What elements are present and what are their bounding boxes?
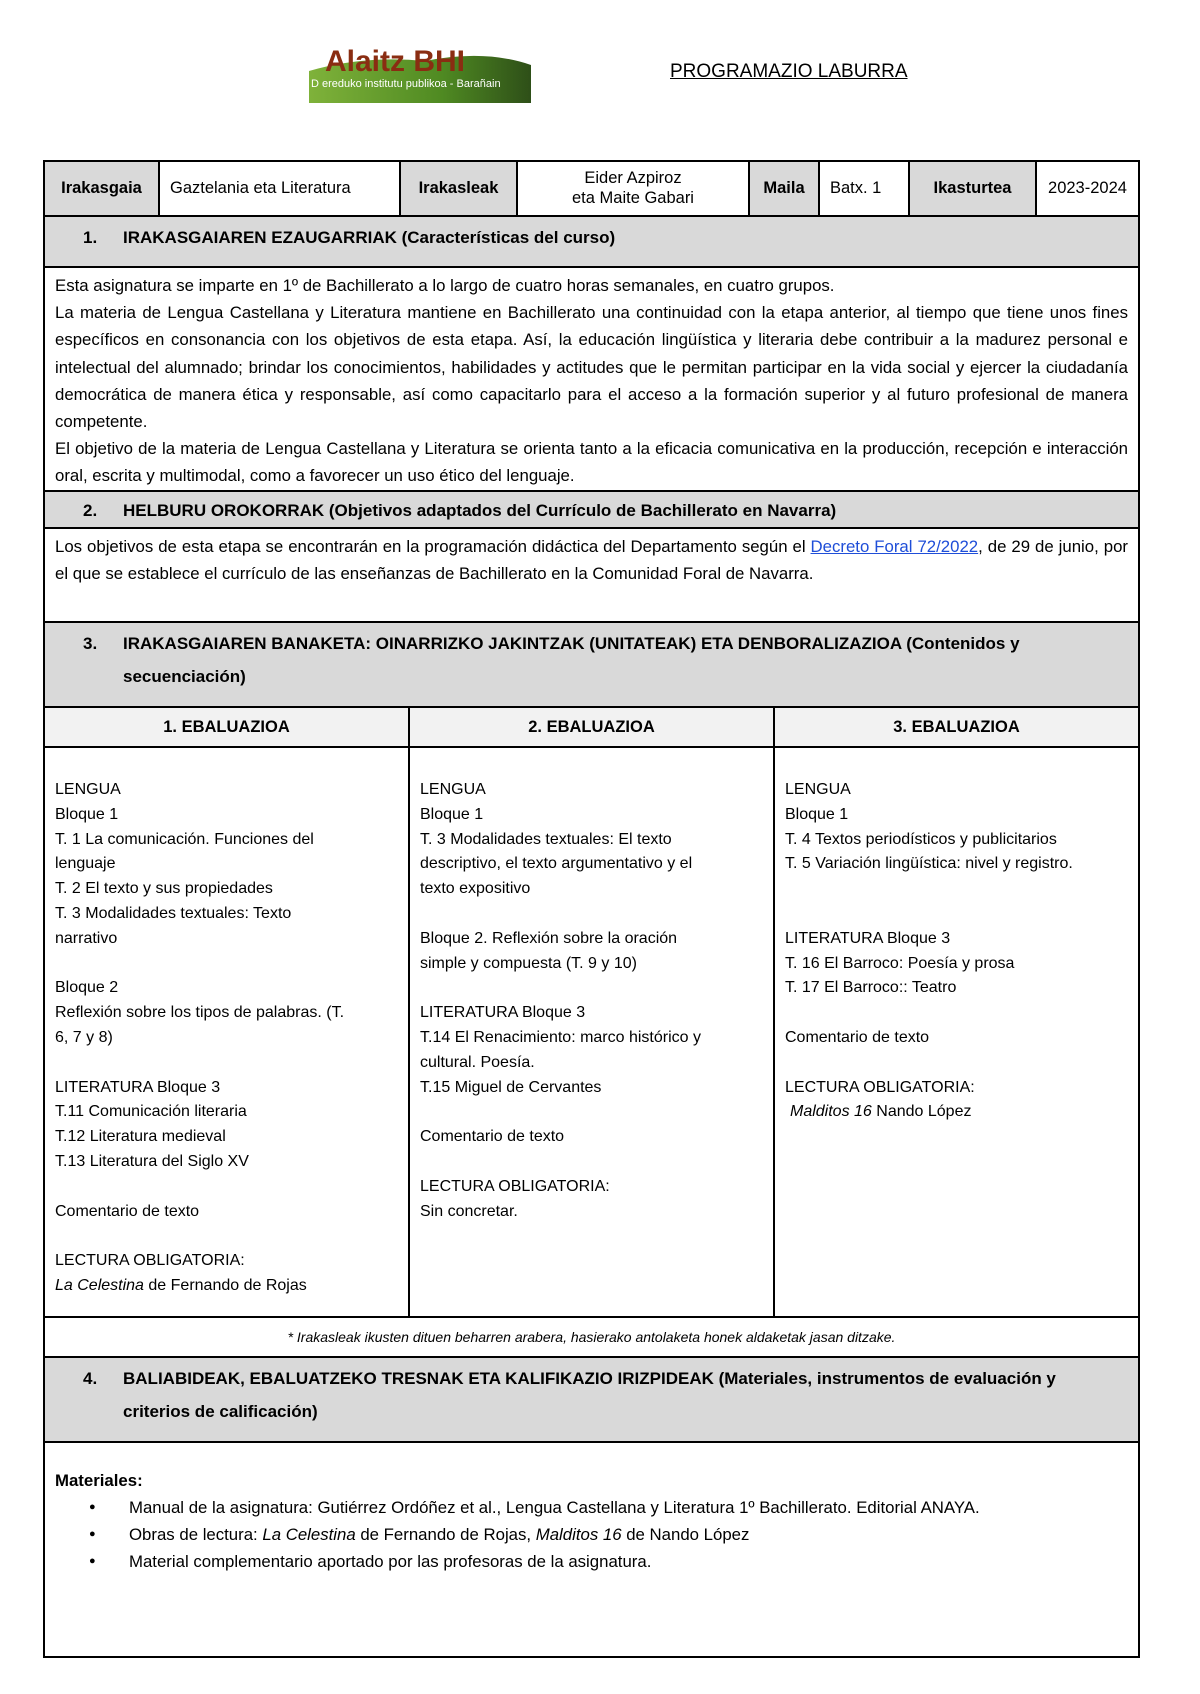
col1-line: Bloque 2 <box>55 979 119 997</box>
col2-line: LECTURA OBLIGATORIA: <box>420 1177 610 1195</box>
eval-header-1: 1. EBALUAZIOA <box>45 708 410 746</box>
col2-line: Sin concretar. <box>420 1202 518 1220</box>
section-3-title-text: IRAKASGAIAREN BANAKETA: OINARRIZKO JAKINTZAK (UNITATEAK) ETA DENBORALIZAZIOA (Contenidos y <box>123 634 1020 653</box>
section-4-title-line-1 <box>83 1362 1128 1395</box>
readings-label: Obras de lectura: <box>129 1525 263 1544</box>
col3-line: Bloque 1 <box>785 805 849 823</box>
section-1-paragraph-3: El objetivo de la materia de Lengua Castellana y Literatura se orienta tanto a la eficacia comunicativa en la producción, recepción e interacción oral, escrita y multimodal, como a favorecer un uso ético del lenguaje. <box>55 439 1128 486</box>
materials-item-manual: ● Manual de la asignatura: Gutiérrez Ordóñez et al., Lengua Castellana y Literatura 1º Bachillerato. Editorial ANAYA. <box>129 1494 1128 1521</box>
section-3-title-line-2: secuenciación) <box>123 667 246 686</box>
col1-book-author: de Fernando de Rojas <box>143 1276 307 1294</box>
section-4-number: 4. <box>83 1369 98 1388</box>
eval-column-2 <box>410 748 775 1316</box>
col1-line: T. 2 El texto y sus propiedades <box>55 880 273 898</box>
col2-line: T.15 Miguel de Cervantes <box>420 1078 602 1096</box>
teachers-label: Irakasleak <box>401 162 518 215</box>
subject-label: Irakasgaia <box>45 162 160 215</box>
col2-line: descriptivo, el texto argumentativo y el <box>420 855 693 873</box>
subject-value: Gaztelania eta Literatura <box>160 162 401 215</box>
col3-book-author: Nando López <box>871 1103 972 1121</box>
col2-line: LITERATURA Bloque 3 <box>420 1004 586 1022</box>
col2-line: LENGUA <box>420 781 486 798</box>
col3-line: T. 5 Variación lingüística: nivel y registro. <box>785 855 1073 873</box>
readings-author-2: de Nando López <box>621 1525 750 1544</box>
materials-item-readings <box>129 1521 1128 1548</box>
materials-item-complementary: ● Material complementario aportado por las profesoras de la asignatura. <box>129 1548 1128 1575</box>
col2-line: Comentario de texto <box>420 1128 565 1146</box>
evaluation-columns <box>45 748 1138 1318</box>
section-1-paragraph-2: La materia de Lengua Castellana y Literatura mantiene en Bachillerato una continuidad con la etapa anterior, al tiempo que tiene unos fines específicos en consonancia con los objetivos de esta etapa. Así, la educación lingüística y literaria debe contribuir a la madurez personal e intelectual del alumnado; brindar los conocimientos, habilidades y actitudes que le permitan participar en la vida social y ejercer la ciudadanía democrática de manera ética y responsable, así como capacitarlo para el acceso a la formación superior y al futuro profesional de manera competente. <box>55 303 1128 432</box>
teacher-1: Eider Azpiroz <box>584 168 682 187</box>
col3-book-title: Malditos 16 <box>790 1103 872 1121</box>
section-1-body <box>45 268 1138 492</box>
col1-book-title: La Celestina <box>55 1276 144 1294</box>
col1-line: LENGUA <box>55 781 121 798</box>
decreto-foral-link[interactable]: Decreto Foral 72/2022 <box>810 537 979 556</box>
section-3-number: 3. <box>83 634 98 653</box>
year-value: 2023-2024 <box>1037 162 1138 215</box>
section-1-number: 1. <box>83 228 98 247</box>
section-2-number: 2. <box>83 501 98 520</box>
school-logo <box>305 45 533 103</box>
col1-line: Comentario de texto <box>55 1202 200 1220</box>
col3-line: T. 16 El Barroco: Poesía y prosa <box>785 954 1015 972</box>
col2-line: simple y compuesta (T. 9 y 10) <box>420 954 637 972</box>
col1-line: Bloque 1 <box>55 805 119 823</box>
section-2-title: HELBURU OROKORRAK (Objetivos adaptados del Currículo de Bachillerato en Navarra) <box>123 501 837 520</box>
section-3-title-line-1 <box>83 627 1128 660</box>
col1-reading <box>55 1274 400 1299</box>
col1-line: T. 1 La comunicación. Funciones del <box>55 830 314 848</box>
col2-line: T. 3 Modalidades textuales: El texto <box>420 830 672 848</box>
evaluation-headers <box>45 708 1138 748</box>
eval-column-3 <box>775 748 1138 1316</box>
program-sheet <box>43 160 1140 1658</box>
logo-tagline: D ereduko institutu publikoa - Barañain <box>311 78 501 90</box>
col3-reading <box>785 1100 1130 1125</box>
col1-line: LITERATURA Bloque 3 <box>55 1078 221 1096</box>
section-1-title: IRAKASGAIAREN EZAUGARRIAK (Características del curso) <box>123 228 616 247</box>
col3-line: Comentario de texto <box>785 1028 930 1046</box>
readings-book-2: Malditos 16 <box>535 1525 622 1544</box>
level-label: Maila <box>750 162 820 215</box>
adjustment-note: * Irakasleak ikusten dituen beharren arabera, hasierako antolaketa honek aldaketak jasan ditzake. <box>45 1318 1138 1358</box>
section-4-body <box>45 1443 1138 1656</box>
eval-header-2: 2. EBALUAZIOA <box>410 708 775 746</box>
col3-line: LENGUA <box>785 781 851 798</box>
teacher-2: eta Maite Gabari <box>572 188 694 207</box>
col2-line: T.14 El Renacimiento: marco histórico y <box>420 1028 701 1046</box>
col1-line: T.11 Comunicación literaria <box>55 1103 247 1121</box>
col3-line: T. 4 Textos periodísticos y publicitarios <box>785 830 1057 848</box>
section-3-heading <box>45 623 1138 708</box>
readings-book-1: La Celestina <box>262 1525 356 1544</box>
col3-line: T. 17 El Barroco:: Teatro <box>785 979 957 997</box>
teachers-value <box>518 162 750 215</box>
section-2-body <box>45 529 1138 623</box>
section-4-title-text: BALIABIDEAK, EBALUATZEKO TRESNAK ETA KALIFIKAZIO IRIZPIDEAK (Materiales, instrumentos de evaluación y <box>123 1369 1056 1388</box>
section-2-text-after: , de 29 de junio, por el que se establece el currículo de las enseñanzas de Bachillerato en la Comunidad Foral de Navarra. <box>55 537 1128 584</box>
eval-column-1 <box>45 748 410 1316</box>
col1-line: narrativo <box>55 929 118 947</box>
document-title: PROGRAMAZIO LABURRA <box>670 61 908 82</box>
section-4-heading <box>45 1358 1138 1443</box>
materials-list <box>55 1494 1128 1575</box>
section-4-title-line-2: criterios de calificación) <box>123 1402 318 1421</box>
section-1-heading <box>45 217 1138 268</box>
section-2-text-before: Los objetivos de esta etapa se encontrarán en la programación didáctica del Departamento según el <box>55 537 811 556</box>
col2-line: cultural. Poesía. <box>420 1053 535 1071</box>
section-1-paragraph-1: Esta asignatura se imparte en 1º de Bachillerato a lo largo de cuatro horas semanales, en cuatro grupos. <box>55 276 835 295</box>
col3-line: LECTURA OBLIGATORIA: <box>785 1078 975 1096</box>
col2-line: Bloque 1 <box>420 805 484 823</box>
section-2-heading <box>45 492 1138 529</box>
col2-line: texto expositivo <box>420 880 531 898</box>
col1-line: T.12 Literatura medieval <box>55 1128 226 1146</box>
col1-line: lenguaje <box>55 855 116 873</box>
col3-line: LITERATURA Bloque 3 <box>785 929 951 947</box>
col2-line: Bloque 2. Reflexión sobre la oración <box>420 929 678 947</box>
col1-line: T.13 Literatura del Siglo XV <box>55 1152 249 1170</box>
readings-author-1: de Fernando de Rojas, <box>355 1525 536 1544</box>
info-row <box>45 162 1138 217</box>
col1-line: 6, 7 y 8) <box>55 1028 113 1046</box>
col1-line: LECTURA OBLIGATORIA: <box>55 1252 245 1270</box>
logo-name: Alaitz BHI <box>325 45 466 78</box>
level-value: Batx. 1 <box>820 162 910 215</box>
eval-header-3: 3. EBALUAZIOA <box>775 708 1138 746</box>
section-2-paragraph <box>55 533 1128 587</box>
col1-line: Reflexión sobre los tipos de palabras. (T. <box>55 1004 345 1022</box>
materials-label: Materiales: <box>55 1471 143 1490</box>
year-label: Ikasturtea <box>910 162 1037 215</box>
col1-line: T. 3 Modalidades textuales: Texto <box>55 904 292 922</box>
